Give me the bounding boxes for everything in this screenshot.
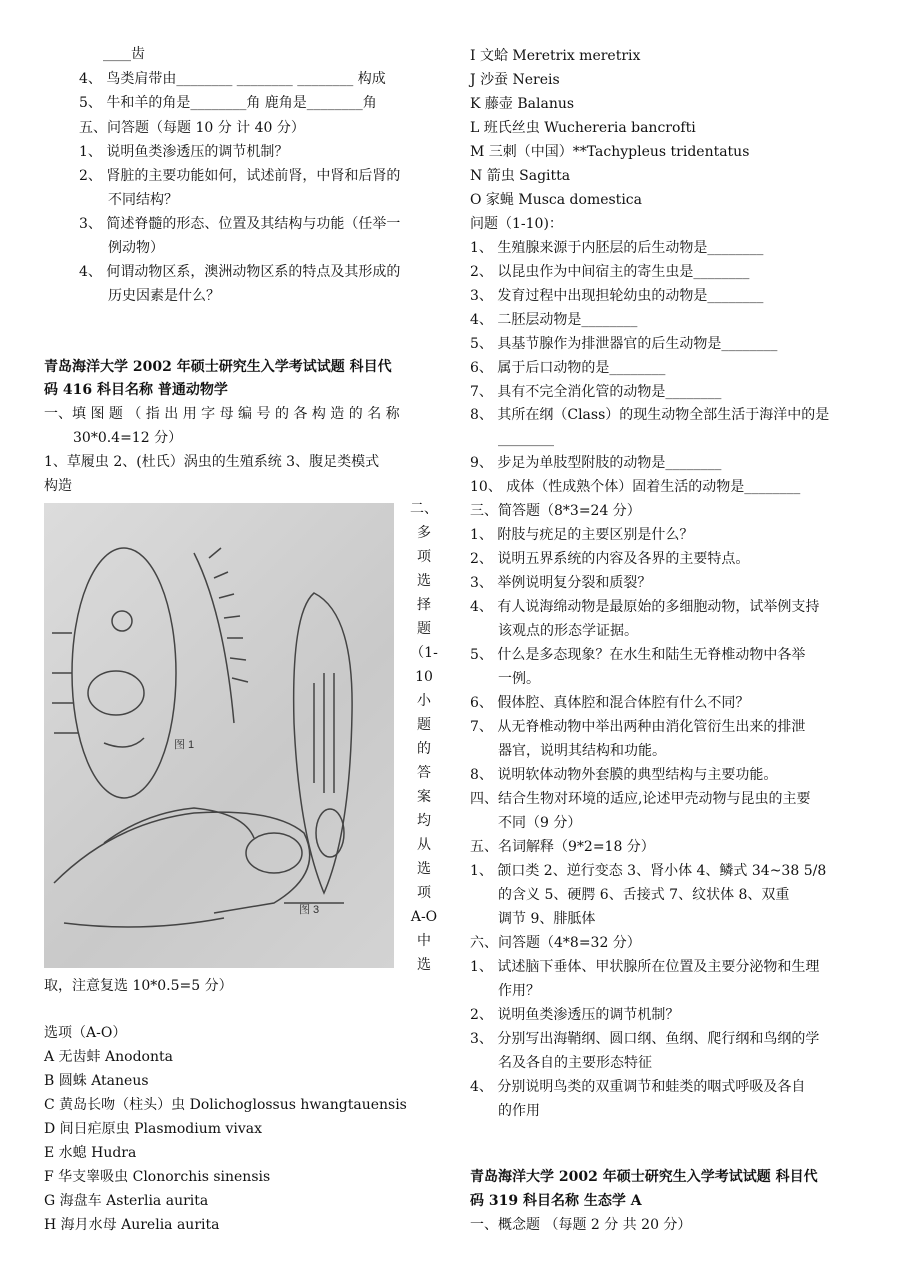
- question-text: 2、 说明鱼类渗透压的调节机制？: [470, 1007, 680, 1023]
- option-item: J 沙蚕 Nereis: [470, 72, 560, 88]
- section-heading: 五、问答题（每题 10 分 计 40 分）: [79, 120, 305, 136]
- question-text: 8、 说明软体动物外套膜的典型结构与主要功能。: [470, 767, 778, 783]
- question-text: 该观点的形态学证据。: [498, 623, 638, 639]
- option-item: G 海盘车 Asterlia aurita: [44, 1193, 209, 1209]
- exam-title: 青岛海洋大学 2002 年硕士研究生入学考试试题 科目代: [470, 1169, 818, 1185]
- text-line: 历史因素是什么？: [108, 288, 220, 304]
- question-text: 一、填 图 题 （ 指 出 用 字 母 编 号 的 各 构 造 的 名 称: [44, 406, 400, 422]
- question-text: 的含义 5、硬腭 6、舌接式 7、纹状体 8、双重: [498, 887, 790, 903]
- vertical-char: 二、: [410, 501, 438, 517]
- question-text: 2、 以昆虫作为中间宿主的寄生虫是________: [470, 264, 750, 280]
- biology-figure: [44, 503, 394, 968]
- vertical-char: 小: [417, 693, 431, 709]
- question-text: 器官，说明其结构和功能。: [498, 743, 666, 759]
- figure-caption: 图 1: [174, 739, 195, 751]
- option-item: I 文蛤 Meretrix meretrix: [470, 48, 641, 64]
- figure-caption: 图 3: [299, 904, 320, 916]
- question-text: 的作用: [498, 1103, 540, 1119]
- option-item: B 圆蛛 Ataneus: [44, 1073, 149, 1089]
- section-heading: 六、问答题（4*8=32 分）: [470, 935, 641, 951]
- text-line: 5、 牛和羊的角是________角 鹿角是________角: [79, 95, 377, 111]
- option-item: A 无齿蚌 Anodonta: [44, 1049, 173, 1065]
- figure-drawing: [44, 503, 394, 968]
- text-line: 2、 肾脏的主要功能如何，试述前肾，中肾和后肾的: [79, 168, 401, 184]
- question-text: 取，注意复选 10*0.5=5 分）: [44, 978, 233, 994]
- vertical-char: 案: [417, 789, 431, 805]
- option-item: N 箭虫 Sagitta: [470, 168, 571, 184]
- question-text: 1、 颌口类 2、逆行变态 3、肾小体 4、鳞式 34~38 5/8: [470, 863, 827, 879]
- question-text: 7、 从无脊椎动物中举出两种由消化管衍生出来的排泄: [470, 719, 806, 735]
- vertical-char: 均: [417, 813, 431, 829]
- question-text: 6、 属于后口动物的是________: [470, 360, 666, 376]
- question-text: 问题（1-10)：: [470, 216, 563, 232]
- vertical-question-text: [405, 497, 443, 977]
- vertical-char: 从: [417, 837, 431, 853]
- vertical-char: 选: [417, 957, 431, 973]
- option-item: C 黄岛长吻（柱头）虫 Dolichoglossus hwangtauensis: [44, 1097, 407, 1113]
- vertical-char: 题: [417, 621, 431, 637]
- section-heading: 四、结合生物对环境的适应,论述甲壳动物与昆虫的主要: [470, 791, 811, 807]
- question-text: 8、 其所在纲（Class）的现生动物全部生活于海洋中的是: [470, 407, 830, 423]
- question-text: 调节 9、腓胝体: [498, 911, 596, 927]
- section-heading: 一、概念题 （每题 2 分 共 20 分）: [470, 1217, 692, 1233]
- question-text: 4、 分别说明鸟类的双重调节和蛙类的咽式呼吸及各自: [470, 1079, 806, 1095]
- question-text: 名及各自的主要形态特征: [498, 1055, 652, 1071]
- question-text: 不同（9 分）: [498, 815, 582, 831]
- vertical-char: 多: [417, 525, 431, 541]
- question-text: 30*0.4=12 分）: [73, 430, 183, 446]
- exam-title: 码 319 科目名称 生态学 A: [470, 1193, 642, 1209]
- question-text: ________: [498, 431, 554, 447]
- text-line: 4、 鸟类肩带由________ ________ ________ 构成: [79, 71, 386, 87]
- option-item: K 藤壶 Balanus: [470, 96, 575, 112]
- question-text: 3、 举例说明复分裂和质裂？: [470, 575, 652, 591]
- option-item: H 海月水母 Aurelia aurita: [44, 1217, 220, 1233]
- question-text: 作用？: [498, 983, 540, 999]
- question-text: 3、 分别写出海鞘纲、圆口纲、鱼纲、爬行纲和鸟纲的学: [470, 1031, 820, 1047]
- text-line: 例动物）: [108, 240, 164, 256]
- question-text: 2、 说明五界系统的内容及各界的主要特点。: [470, 551, 750, 567]
- option-item: E 水螅 Hudra: [44, 1145, 137, 1161]
- question-text: 5、 什么是多态现象？在水生和陆生无脊椎动物中各举: [470, 647, 806, 663]
- vertical-char: 选: [417, 861, 431, 877]
- question-text: 7、 具有不完全消化管的动物是________: [470, 384, 722, 400]
- option-item: L 班氏丝虫 Wuchereria bancrofti: [470, 120, 696, 136]
- question-text: 4、 二胚层动物是________: [470, 312, 638, 328]
- question-text: 4、 有人说海绵动物是最原始的多细胞动物，试举例支持: [470, 599, 820, 615]
- vertical-char: 中: [417, 933, 431, 949]
- question-text: 10、 成体（性成熟个体）固着生活的动物是________: [470, 479, 801, 495]
- question-text: 1、草履虫 2、(杜氏）涡虫的生殖系统 3、腹足类模式: [44, 454, 380, 470]
- vertical-char: 10: [415, 669, 433, 685]
- text-line: 3、 简述脊髓的形态、位置及其结构与功能（任举一: [79, 216, 401, 232]
- vertical-char: 项: [417, 549, 431, 565]
- text-line: 1、 说明鱼类渗透压的调节机制？: [79, 144, 289, 160]
- section-heading: 五、名词解释（9*2=18 分）: [470, 839, 655, 855]
- vertical-char: A-O: [410, 909, 438, 925]
- question-text: 9、 步足为单肢型附肢的动物是________: [470, 455, 722, 471]
- vertical-char: 项: [417, 885, 431, 901]
- option-item: M 三刺（中国）**Tachypleus tridentatus: [470, 144, 750, 160]
- vertical-char: 择: [417, 597, 431, 613]
- question-text: 3、 发育过程中出现担轮幼虫的动物是________: [470, 288, 764, 304]
- question-text: 6、 假体腔、真体腔和混合体腔有什么不同？: [470, 695, 750, 711]
- vertical-char: （1-: [410, 645, 438, 661]
- text-line: ____齿: [103, 46, 145, 62]
- options-title: 选项（A-O）: [44, 1025, 127, 1041]
- question-text: 一例。: [498, 671, 540, 687]
- question-text: 1、 试述脑下垂体、甲状腺所在位置及主要分泌物和生理: [470, 959, 820, 975]
- text-line: 不同结构？: [108, 192, 178, 208]
- exam-title: 码 416 科目名称 普通动物学: [44, 382, 228, 398]
- exam-title: 青岛海洋大学 2002 年硕士研究生入学考试试题 科目代: [44, 359, 392, 375]
- section-heading: 三、简答题（8*3=24 分）: [470, 503, 641, 519]
- question-text: 1、 附肢与疣足的主要区别是什么？: [470, 527, 694, 543]
- vertical-char: 的: [417, 741, 431, 757]
- option-item: O 家蝇 Musca domestica: [470, 192, 642, 208]
- question-text: 5、 具基节腺作为排泄器官的后生动物是________: [470, 336, 778, 352]
- question-text: 构造: [44, 478, 72, 494]
- vertical-char: 选: [417, 573, 431, 589]
- vertical-char: 答: [417, 765, 431, 781]
- vertical-char: 题: [417, 717, 431, 733]
- text-line: 4、 何谓动物区系，澳洲动物区系的特点及其形成的: [79, 264, 401, 280]
- question-text: 1、 生殖腺来源于内胚层的后生动物是________: [470, 240, 764, 256]
- option-item: D 间日疟原虫 Plasmodium vivax: [44, 1121, 262, 1137]
- option-item: F 华支睾吸虫 Clonorchis sinensis: [44, 1169, 271, 1185]
